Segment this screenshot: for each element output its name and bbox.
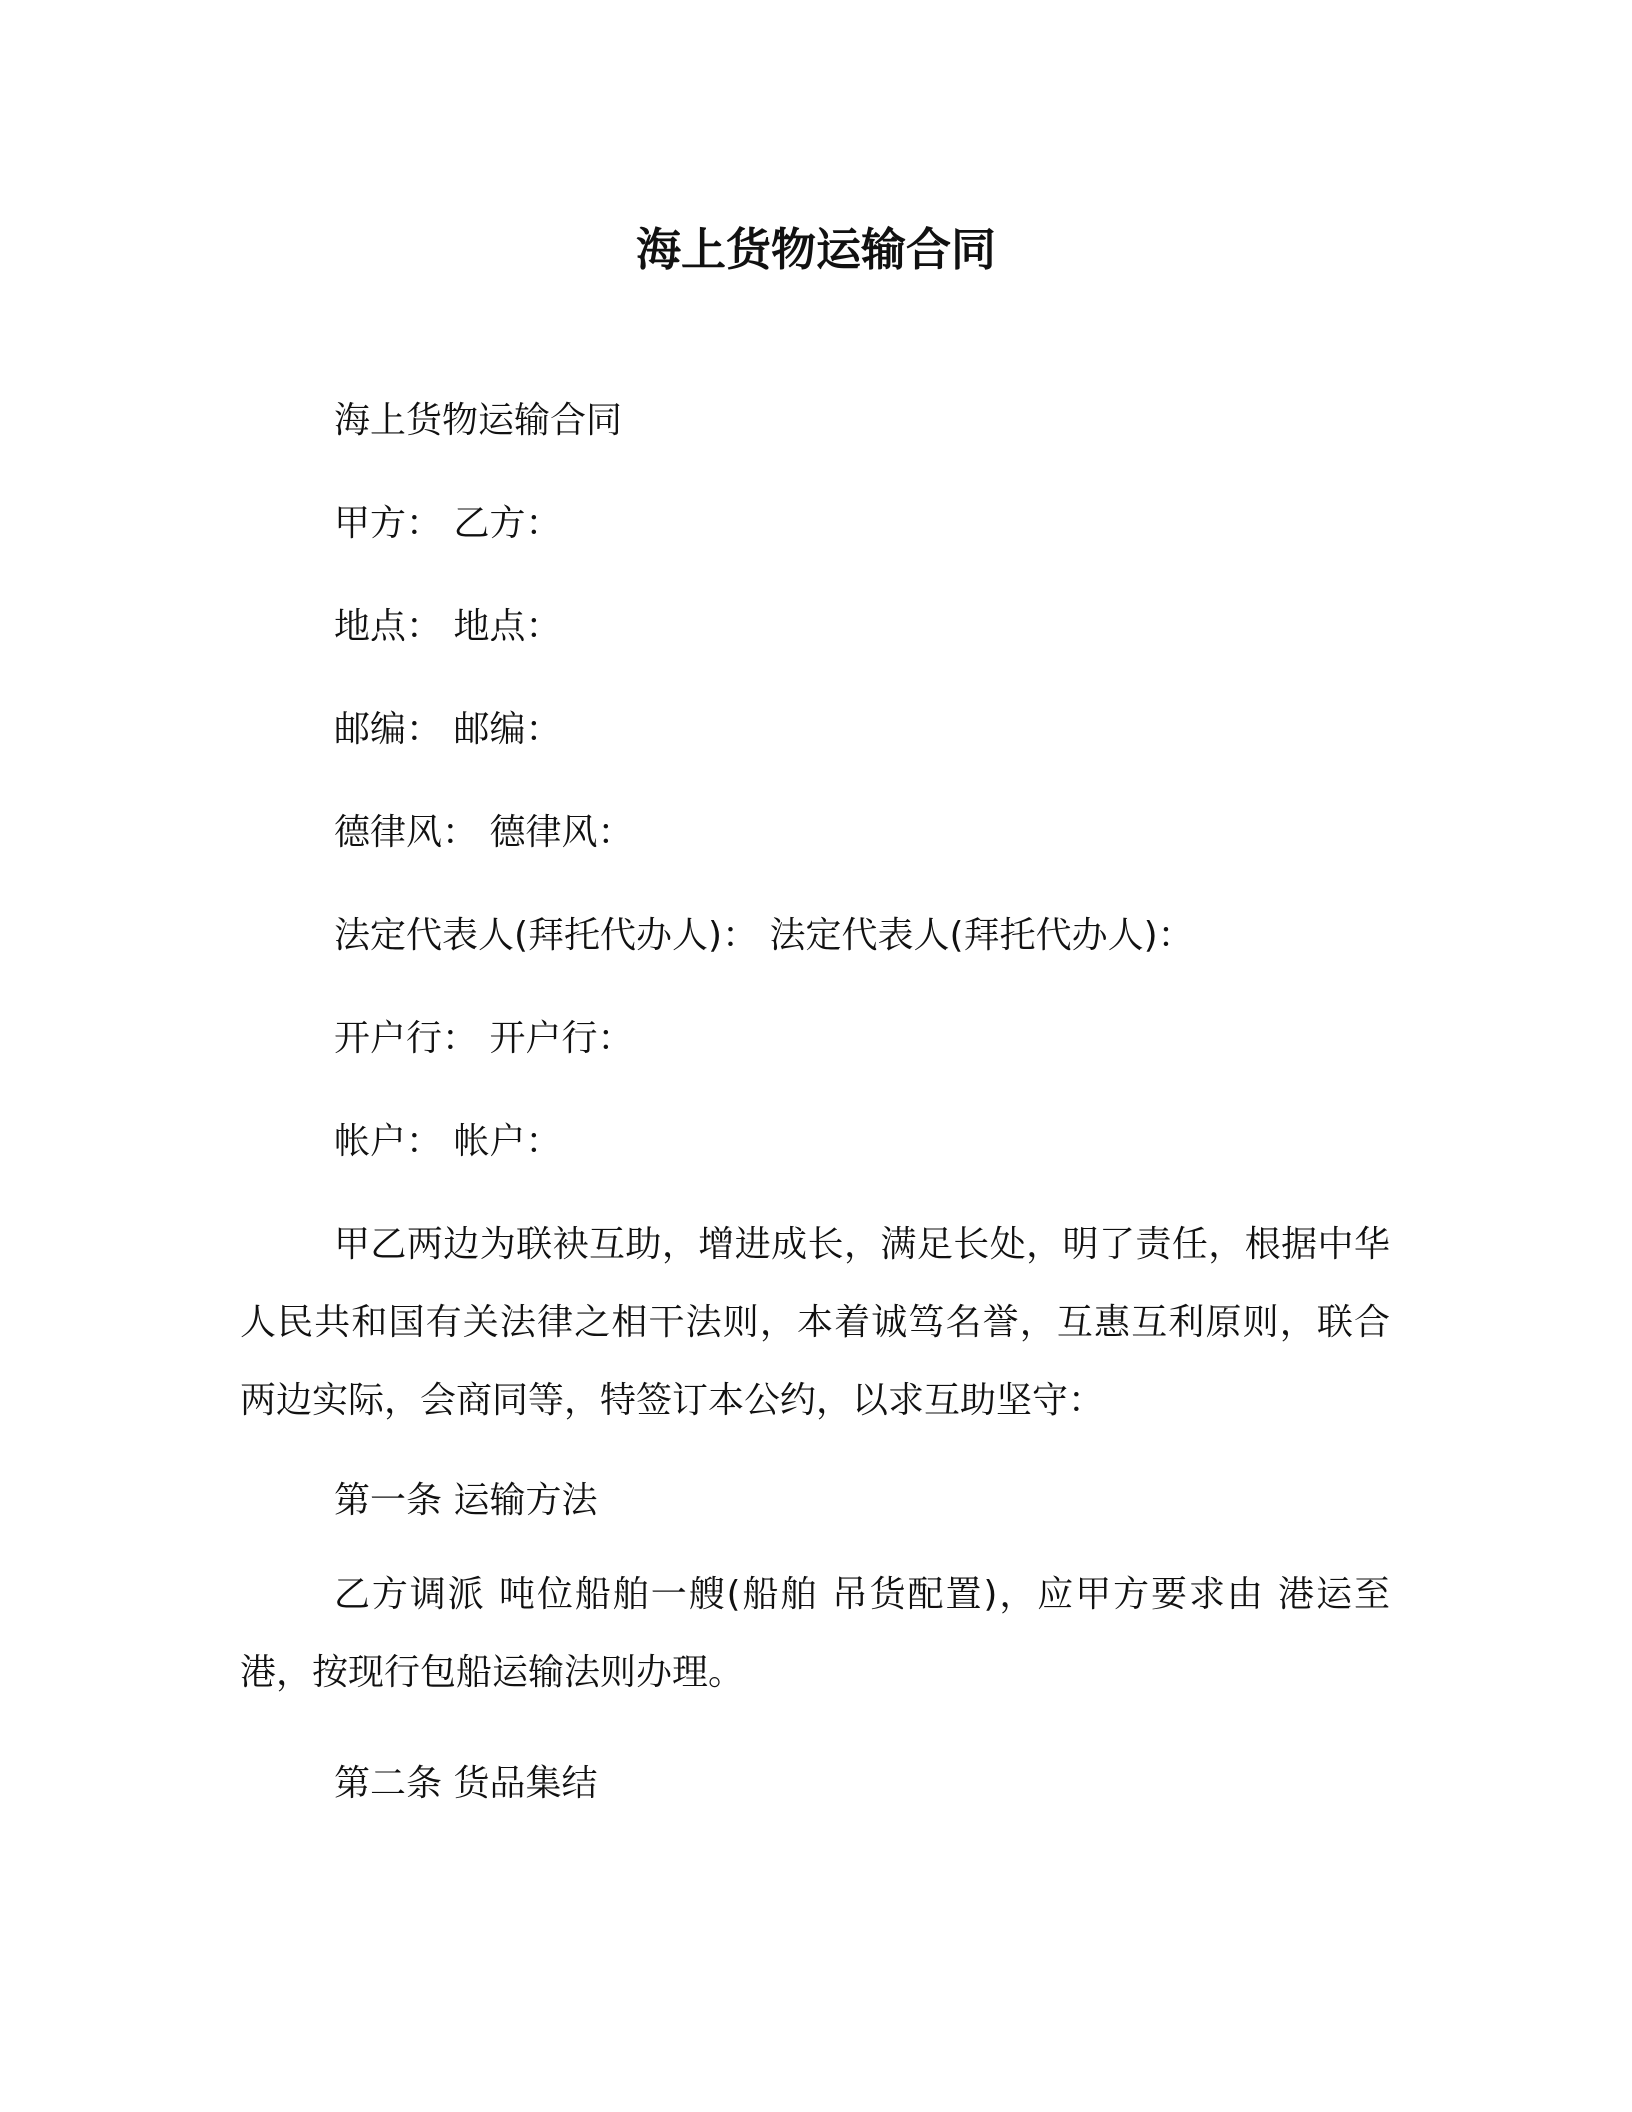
article-1-heading: 第一条 运输方法 [334, 1480, 598, 1521]
preamble-paragraph: 甲乙两边为联袂互助，增进成长，满足长处，明了责任，根据中华人民共和国有关法律之相干法则，本着诚笃名誉，互惠互利原则，联合两边实际，会商同等，特签订本公约，以求互助坚守： [240, 1224, 1390, 1421]
field-address: 地点： 地点： [334, 606, 562, 647]
field-bank: 开户行： 开户行： [334, 1018, 634, 1059]
article-1-body: 乙方调派 吨位船舶一艘(船舶 吊货配置)，应甲方要求由 港运至港，按现行包船运输法则办理。 [240, 1574, 1390, 1693]
field-party: 甲方： 乙方： [334, 503, 562, 544]
article-2-heading: 第二条 货品集结 [334, 1763, 598, 1804]
field-legal-representative: 法定代表人(拜托代办人)： 法定代表人(拜托代办人)： [334, 915, 1194, 956]
document-title: 海上货物运输合同 [635, 223, 996, 276]
field-telephone: 德律风： 德律风： [334, 812, 634, 853]
field-postcode: 邮编： 邮编： [334, 709, 562, 750]
field-account: 帐户： 帐户： [334, 1121, 562, 1162]
contract-subtitle: 海上货物运输合同 [334, 400, 623, 441]
